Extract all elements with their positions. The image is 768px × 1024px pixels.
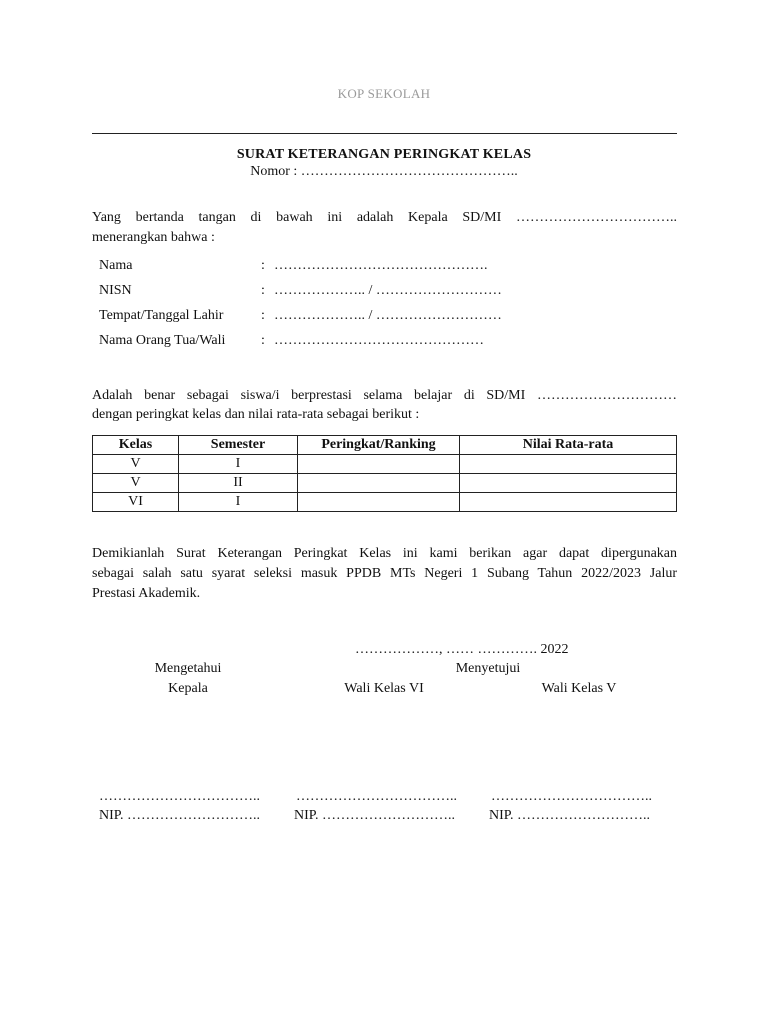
header-nilai: Nilai Rata-rata [460, 436, 677, 455]
nip-wali-v: NIP. ……………………….. [489, 808, 651, 823]
field-label-nama: Nama [99, 258, 133, 273]
signature-name-wali-v: …………………………….. [491, 789, 652, 804]
table-header-row [93, 436, 677, 455]
field-colon: : [261, 333, 265, 348]
field-label-ttl: Tempat/Tanggal Lahir [99, 308, 224, 323]
ranking-table [92, 435, 677, 512]
menyetujui-label: Menyetujui [455, 661, 521, 676]
cell-nilai[interactable] [460, 474, 677, 493]
cell-semester: I [179, 493, 298, 512]
statement-line-1: Adalah benar sebagai siswa/i berprestasi selama belajar di SD/MI ………………………… [92, 388, 677, 403]
cell-kelas: VI [93, 493, 179, 512]
field-value-nama: ………………………………………. [274, 258, 488, 273]
signature-name-kepala: …………………………….. [99, 789, 260, 804]
header-divider [92, 133, 677, 134]
table-row [93, 493, 677, 512]
field-label-nisn: NISN [99, 283, 132, 298]
cell-semester: II [179, 474, 298, 493]
table-row [93, 474, 677, 493]
mengetahui-label: Mengetahui [154, 661, 222, 676]
nip-wali-vi: NIP. ……………………….. [294, 808, 456, 823]
cell-kelas: V [93, 455, 179, 474]
closing-line-1: Demikianlah Surat Keterangan Peringkat Kelas ini kami berikan agar dapat dipergunakan [92, 546, 677, 561]
nip-kepala: NIP. ……………………….. [99, 808, 261, 823]
cell-nilai[interactable] [460, 493, 677, 512]
field-value-orang-tua: ……………………………………… [274, 333, 484, 348]
kop-sekolah: KOP SEKOLAH [337, 86, 431, 101]
cell-semester: I [179, 455, 298, 474]
closing-line-2: sebagai salah satu syarat seleksi masuk PPDB MTs Negeri 1 Subang Tahun 2022/2023 Jalur [92, 566, 677, 581]
field-label-orang-tua: Nama Orang Tua/Wali [99, 333, 226, 348]
cell-kelas: V [93, 474, 179, 493]
cell-nilai[interactable] [460, 455, 677, 474]
closing-line-3: Prestasi Akademik. [92, 586, 201, 601]
statement-line-2: dengan peringkat kelas dan nilai rata-rata sebagai berikut : [92, 407, 420, 422]
document-title: SURAT KETERANGAN PERINGKAT KELAS [236, 147, 532, 162]
intro-line-1: Yang bertanda tangan di bawah ini adalah Kepala SD/MI …………………………….. [92, 210, 677, 225]
field-colon: : [261, 308, 265, 323]
field-colon: : [261, 258, 265, 273]
intro-line-2: menerangkan bahwa : [92, 230, 215, 245]
field-value-nisn: ……………….. / ……………………… [274, 283, 502, 298]
wali-kelas-vi-label: Wali Kelas VI [344, 681, 424, 696]
signature-date: ………………, …… …………. 2022 [355, 642, 569, 657]
kepala-label: Kepala [168, 681, 208, 696]
signature-name-wali-vi: …………………………….. [296, 789, 457, 804]
document-number: Nomor : ……………………………………….. [250, 164, 518, 179]
cell-peringkat[interactable] [298, 474, 460, 493]
wali-kelas-v-label: Wali Kelas V [541, 681, 617, 696]
field-colon: : [261, 283, 265, 298]
table-row [93, 455, 677, 474]
header-kelas: Kelas [93, 436, 179, 455]
cell-peringkat[interactable] [298, 493, 460, 512]
header-semester: Semester [179, 436, 298, 455]
field-value-ttl: ……………….. / ……………………… [274, 308, 502, 323]
cell-peringkat[interactable] [298, 455, 460, 474]
header-peringkat: Peringkat/Ranking [298, 436, 460, 455]
